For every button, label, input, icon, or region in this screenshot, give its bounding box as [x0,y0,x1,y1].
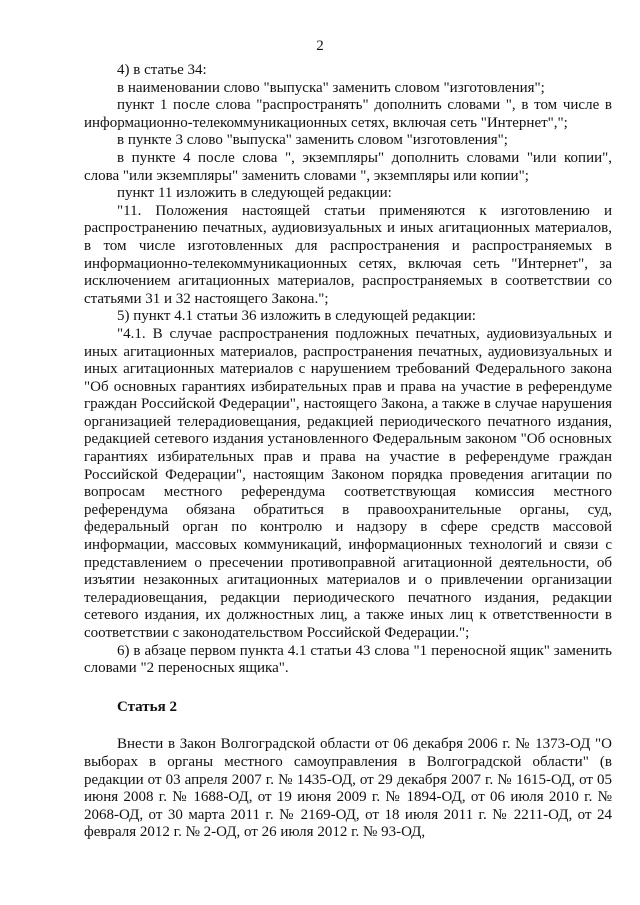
quoted-paragraph: "11. Положения настоящей статьи применяются к изготовлению и распространению печатных, аудиовизуальных и иных агитационных материалов, в том числе изготовленных для распространения и распространяемых в информационно-телекоммуникационных сетях, включая сеть "Интернет", за исключением агитационных материалов, распространяемых в соответствии со статьями 31 и 32 настоящего Закона."; [84,202,612,307]
paragraph: пункт 1 после слова "распространять" дополнить словами ", в том числе в информационно-телекоммуникационных сетях, включая сеть "Интернет","; [84,97,612,131]
paragraph: в пункте 4 после слова ", экземпляры" дополнить словами "или копии", слова "или экземпляры" заменить словами ", экземпляры или копии"; [84,149,612,184]
article-heading: Статья 2 [117,698,177,715]
list-item: 5) пункт 4.1 статьи 36 изложить в следующей редакции: [117,308,476,325]
paragraph: в пункте 3 слово "выпуска" заменить словом "изготовления"; [117,132,508,149]
paragraph: пункт 11 изложить в следующей редакции: [117,185,392,202]
page-number: 2 [316,38,324,54]
list-item: 6) в абзаце первом пункта 4.1 статьи 43 слова "1 переносной ящик" заменить словами "2 переносных ящика". [84,642,612,677]
quoted-paragraph: "4.1. В случае распространения подложных печатных, аудиовизуальных и иных агитационных материалов, распространения печатных, аудиовизуальных и иных агитационных материалов с нарушением требований Федерального закона "Об основных гарантиях избирательных прав и права на участие в референдуме граждан Российской Федерации", настоящего Закона, а также в случае нарушения организацией телерадиовещания, редакцией периодического печатного издания, редакцией сетевого издания установленного Федеральным законом "Об основных гарантиях избирательных прав и права на участие в референдуме граждан Российской Федерации", настоящим Законом порядка проведения агитации по вопросам местного референдума соответствующая комиссия местного референдума обязана обратиться в правоохранительные органы, суд, федеральный орган по контролю и надзору в сфере средств массовой информации, массовых коммуникаций, информационных технологий и связи с представлением о пресечении противоправной агитационной деятельности, об изъятии незаконных агитационных материалов и о привлечении организации телерадиовещания, редакции периодического печатного издания, редакции сетевого издания, их должностных лиц, а также иных лиц к ответственности в соответствии с законодательством Российской Федерации."; [84,325,612,641]
paragraph: в наименовании слово "выпуска" заменить словом "изготовления"; [117,79,545,96]
article-paragraph: Внести в Закон Волгоградской области от 06 декабря 2006 г. № 1373-ОД "О выборах в органы местного самоуправления в Волгоградской области" (в редакции от 03 апреля 2007 г. № 1435-ОД, от 29 декабря 2007 г. № 1615-ОД, от 05 июня 2008 г. № 1688-ОД, от 19 июня 2009 г. № 1894-ОД, от 06 июля 2010 г. № 2068-ОД, от 30 марта 2011 г. № 2169-ОД, от 18 июля 2011 г. № 2211-ОД, от 24 февраля 2012 г. № 2-ОД, от 26 июля 2012 г. № 93-ОД, [84,736,612,841]
document-body [84,62,612,842]
list-item: 4) в статье 34: [117,62,207,78]
